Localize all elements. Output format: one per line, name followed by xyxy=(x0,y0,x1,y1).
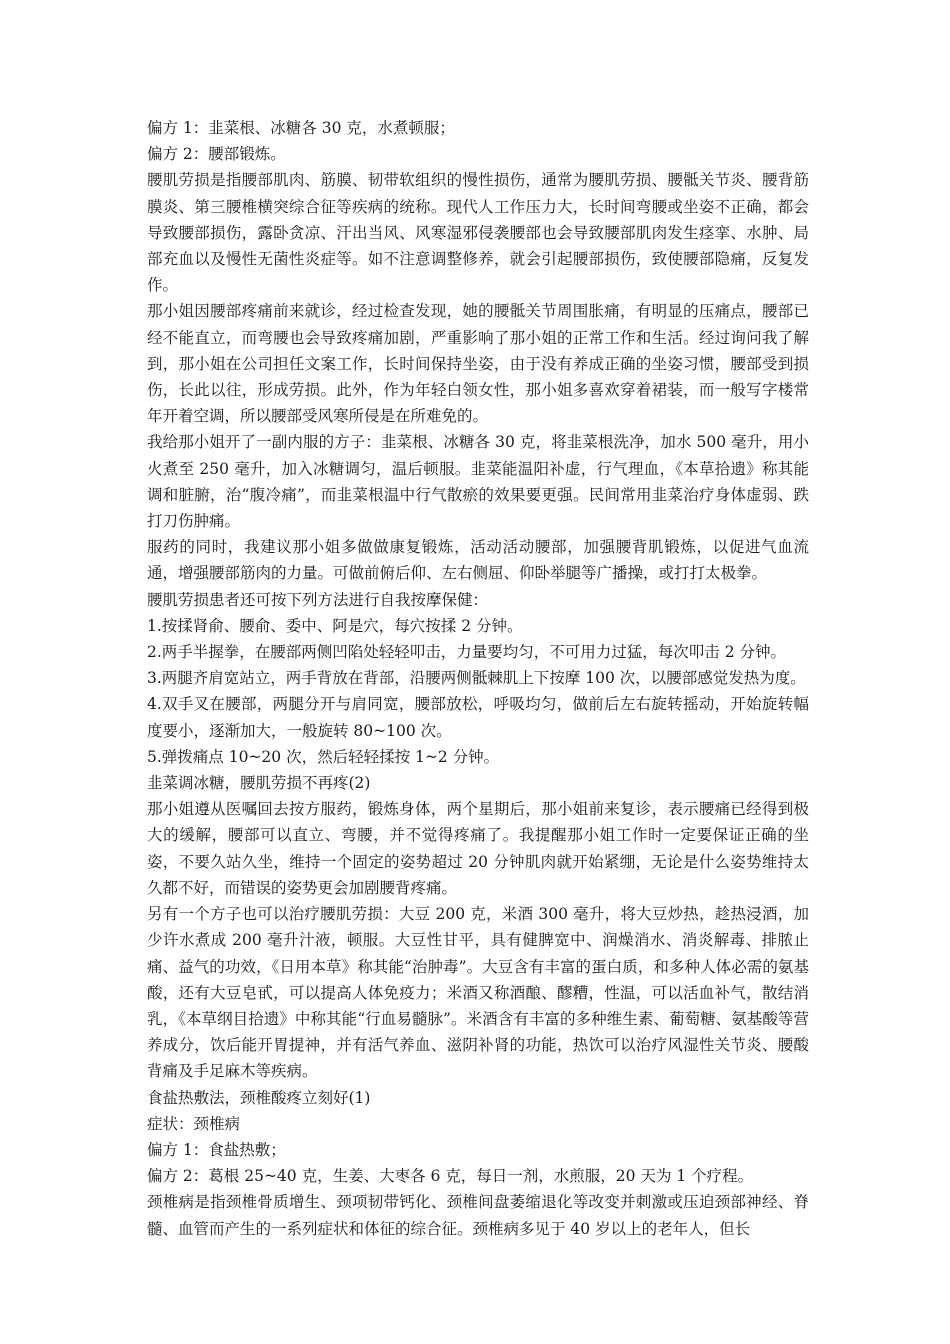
paragraph-follow-up: 那小姐遵从医嘱回去按方服药，锻炼身体，两个星期后，那小姐前来复诊，表示腰痛已经得到极大的缓解，腰部可以直立、弯腰，并不觉得疼痛了。我提醒那小姐工作时一定要保证正确的坐姿，不要久站久坐，维持一个固定的姿势超过 20 分钟肌肉就开始紧绷，无论是什么姿势维持太久都不好，而错误的姿势更会加剧腰背疼痛。 xyxy=(147,800,809,897)
paragraph-remedy-2: 偏方 2：腰部锻炼。 xyxy=(147,145,286,164)
list-item-massage-2: 2.两手半握拳，在腰部两侧凹陷处轻轻叩击，力量要均匀，不可用力过猛，每次叩击 2 分钟。 xyxy=(147,643,787,662)
paragraph-neck-remedy-2: 偏方 2：葛根 25~40 克，生姜、大枣各 6 克，每日一剂，水煎服，20 天为 1 个疗程。 xyxy=(147,1167,754,1186)
paragraph-case-description: 那小姐因腰部疼痛前来就诊，经过检查发现，她的腰骶关节周围胀痛，有明显的压痛点，腰部已经不能直立，而弯腰也会导致疼痛加剧，严重影响了那小姐的正常工作和生活。经过询问我了解到，那小姐在公司担任文案工作，长时间保持坐姿，由于没有养成正确的坐姿习惯，腰部受到损伤，长此以往，形成劳损。此外，作为年轻白领女性，那小姐多喜欢穿着裙装，而一般写字楼常年开着空调，所以腰部受风寒所侵是在所难免的。 xyxy=(147,302,809,426)
paragraph-prescription: 我给那小姐开了一副内服的方子：韭菜根、冰糖各 30 克，将韭菜根洗净，加水 500 毫升，用小火煮至 250 毫升，加入冰糖调匀，温后顿服。韭菜能温阳补虚，行气理血，《本草拾遗》称其能调和脏腑，治“腹冷痛”，而韭菜根温中行气散瘀的效果要更强。民间常用韭菜治疗身体虚弱、跌打刀伤肿痛。 xyxy=(147,433,809,531)
list-item-massage-4: 4.双手叉在腰部，两腿分开与肩同宽，腰部放松，呼吸均匀，做前后左右旋转摇动，开始旋转幅度要小，逐渐加大，一般旋转 80~100 次。 xyxy=(147,695,809,740)
paragraph-soybean-remedy: 另有一个方子也可以治疗腰肌劳损：大豆 200 克，米酒 300 毫升，将大豆炒热，趁热浸酒，加少许水煮成 200 毫升汁液，顿服。大豆性甘平，具有健脾宽中、润燥消水、消炎解毒、排脓止痛、益气的功效，《日用本草》称其能“治肿毒”。大豆含有丰富的蛋白质，和多种人体必需的氨基酸，还有大豆皂甙，可以提高人体免疫力；米酒又称酒酿、醪糟，性温，可以活血补气，散结消乳，《本草纲目拾遗》中称其能“行血易髓脉”。米酒含有丰富的多种维生素、葡萄糖、氨基酸等营养成分，饮后能开胃提神，并有活气养血、滋阴补肾的功能，热饮可以治疗风湿性关节炎、腰酸背痛及手足麻木等疾病。 xyxy=(147,905,809,1081)
section-heading-salt-compress: 食盐热敷法，颈椎酸疼立刻好(1) xyxy=(147,1088,371,1107)
paragraph-remedy-1: 偏方 1：韭菜根、冰糖各 30 克，水煮顿服； xyxy=(147,119,455,137)
paragraph-cervical-intro: 颈椎病是指颈椎骨质增生、颈项韧带钙化、颈椎间盘萎缩退化等改变并刺激或压迫颈部神经、脊髓、血管而产生的一系列症状和体征的综合征。颈椎病多见于 40 岁以上的老年人，但长 xyxy=(147,1193,809,1238)
list-item-massage-3: 3.两腿齐肩宽站立，两手背放在背部，沿腰两侧骶棘肌上下按摩 100 次，以腰部感觉发热为度。 xyxy=(147,669,806,688)
paragraph-massage-intro: 腰肌劳损患者还可按下列方法进行自我按摩保健： xyxy=(147,590,489,609)
paragraph-lumbar-strain-intro: 腰肌劳损是指腰部肌肉、筋膜、韧带软组织的慢性损伤，通常为腰肌劳损、腰骶关节炎、腰背筋膜炎、第三腰椎横突综合征等疾病的统称。现代人工作压力大，长时间弯腰或坐姿不正确，都会导致腰部损伤，露卧贪凉、汗出当风、风寒湿邪侵袭腰部也会导致腰部肌肉发生痉挛、水肿、局部充血以及慢性无菌性炎症等。如不注意调整修养，就会引起腰部损伤，致使腰部隐痛，反复发作。 xyxy=(147,171,809,295)
paragraph-symptom: 症状：颈椎病 xyxy=(147,1114,241,1133)
section-heading-leek-sugar: 韭菜调冰糖，腰肌劳损不再疼(2) xyxy=(147,774,371,793)
list-item-massage-5: 5.弹拨痛点 10~20 次，然后轻轻揉按 1~2 分钟。 xyxy=(147,747,500,766)
paragraph-neck-remedy-1: 偏方 1：食盐热敷； xyxy=(147,1140,286,1159)
paragraph-exercise-advice: 服药的同时，我建议那小姐多做做康复锻炼，活动活动腰部，加强腰背肌锻炼，以促进气血流通，增强腰部筋肉的力量。可做前俯后仰、左右侧屈、仰卧举腿等广播操，或打打太极拳。 xyxy=(147,538,809,583)
list-item-massage-1: 1.按揉肾俞、腰俞、委中、阿是穴，每穴按揉 2 分钟。 xyxy=(147,616,523,635)
document-body xyxy=(147,115,809,1242)
